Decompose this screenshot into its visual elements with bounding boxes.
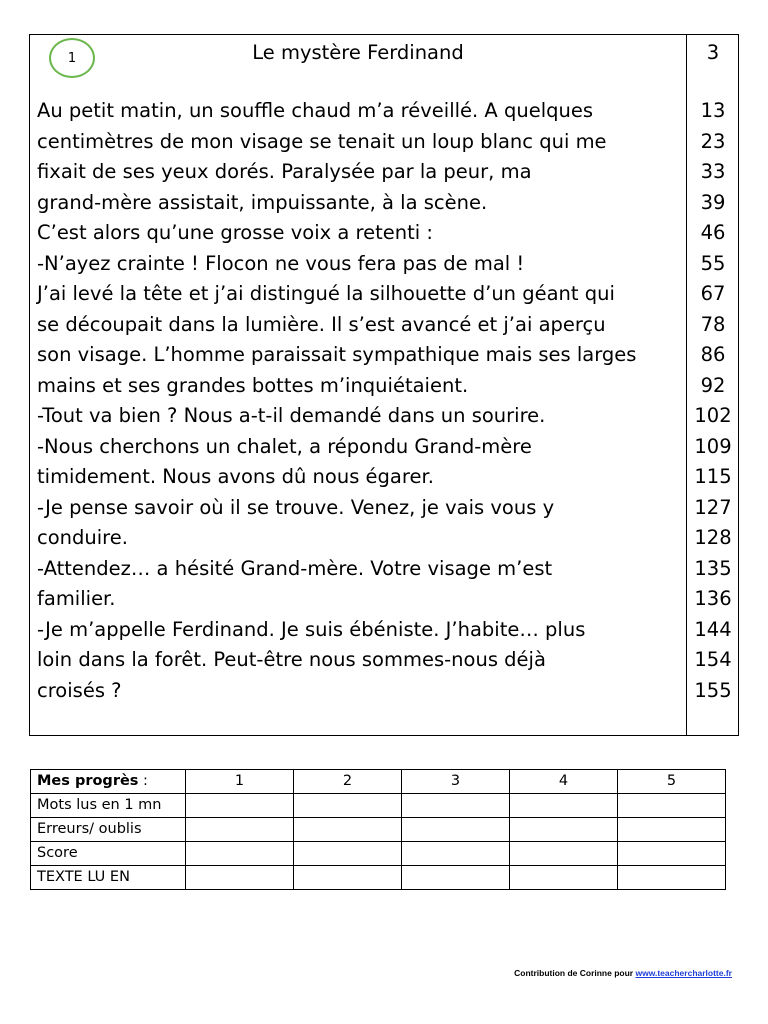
progress-entry-cell[interactable] <box>618 866 726 890</box>
text-line: -Je m’appelle Ferdinand. Je suis ébéniste. J’habite… plus <box>37 617 586 641</box>
text-line: timidement. Nous avons dû nous égarer. <box>37 465 434 488</box>
progress-entry-cell[interactable] <box>402 818 510 842</box>
progress-row-label: Mots lus en 1 mn <box>31 794 186 818</box>
progress-entry-cell[interactable] <box>294 794 402 818</box>
progress-entry-cell[interactable] <box>186 794 294 818</box>
reading-text-box <box>29 34 739 736</box>
progress-row <box>31 842 726 866</box>
progress-entry-cell[interactable] <box>402 794 510 818</box>
progress-header-row <box>31 770 726 794</box>
progress-row-label: Erreurs/ oublis <box>31 818 186 842</box>
word-count: 109 <box>694 434 732 458</box>
text-line: familier. <box>37 587 116 610</box>
text-line: -Nous cherchons un chalet, a répondu Grand-mère <box>37 434 532 458</box>
text-line: -Tout va bien ? Nous a-t-il demandé dans un sourire. <box>37 404 546 427</box>
progress-entry-cell[interactable] <box>402 866 510 890</box>
text-line: C’est alors qu’une grosse voix a retenti : <box>37 221 433 244</box>
progress-header-cell <box>31 770 186 794</box>
progress-entry-cell[interactable] <box>618 842 726 866</box>
text-line: fixait de ses yeux dorés. Paralysée par la peur, ma <box>37 160 532 183</box>
progress-entry-cell[interactable] <box>510 842 618 866</box>
text-line: -Je pense savoir où il se trouve. Venez, je vais vous y <box>37 495 555 519</box>
footer-credit <box>514 968 732 978</box>
word-count: 144 <box>694 617 732 641</box>
text-line: son visage. L’homme paraissait sympathique mais ses larges <box>37 343 637 366</box>
word-count: 135 <box>694 556 732 580</box>
progress-row-label: Score <box>31 842 186 866</box>
word-count: 155 <box>694 678 732 702</box>
text-line: J’ai levé la tête et j’ai distingué la silhouette d’un géant qui <box>37 282 615 305</box>
progress-entry-cell[interactable] <box>186 818 294 842</box>
word-count: 86 <box>700 343 726 366</box>
title-word-count: 3 <box>706 41 720 64</box>
text-number: 1 <box>67 50 77 66</box>
word-count: 13 <box>700 99 726 122</box>
text-line: grand-mère assistait, impuissante, à la scène. <box>37 190 488 214</box>
progress-row-label: TEXTE LU EN <box>31 866 186 890</box>
word-count: 55 <box>700 251 726 275</box>
progress-entry-cell[interactable] <box>510 818 618 842</box>
progress-table <box>30 769 726 890</box>
progress-entry-cell[interactable] <box>294 842 402 866</box>
attempt-column-header: 4 <box>510 770 618 794</box>
text-line: -Attendez… a hésité Grand-mère. Votre visage m’est <box>37 556 553 580</box>
word-counts <box>687 96 739 706</box>
progress-row <box>31 866 726 890</box>
text-line: -N’ayez crainte ! Flocon ne vous fera pas de mal ! <box>37 251 525 275</box>
progress-row <box>31 818 726 842</box>
word-count: 46 <box>700 221 726 244</box>
word-count: 128 <box>694 526 732 549</box>
word-count: 67 <box>700 282 726 305</box>
progress-entry-cell[interactable] <box>510 866 618 890</box>
progress-entry-cell[interactable] <box>618 818 726 842</box>
progress-entry-cell[interactable] <box>294 866 402 890</box>
word-count: 23 <box>700 129 726 153</box>
progress-header-label: Mes progrès <box>37 773 139 789</box>
text-line: mains et ses grandes bottes m’inquiétaient. <box>37 373 469 397</box>
attempt-column-header: 2 <box>294 770 402 794</box>
attempt-column-header: 3 <box>402 770 510 794</box>
text-line: croisés ? <box>37 678 122 702</box>
text-line: conduire. <box>37 526 128 549</box>
progress-entry-cell[interactable] <box>618 794 726 818</box>
attempt-column-header: 5 <box>618 770 726 794</box>
text-line: se découpait dans la lumière. Il s’est avancé et j’ai aperçu <box>37 312 606 336</box>
progress-header-suffix: : <box>138 773 148 789</box>
progress-entry-cell[interactable] <box>186 842 294 866</box>
word-count: 78 <box>700 312 726 336</box>
text-line: Au petit matin, un souffle chaud m’a réveillé. A quelques <box>37 99 594 122</box>
word-count: 33 <box>700 160 726 183</box>
progress-entry-cell[interactable] <box>402 842 510 866</box>
word-count: 92 <box>700 373 726 397</box>
attempt-column-header: 1 <box>186 770 294 794</box>
word-count: 127 <box>694 495 732 519</box>
word-count: 136 <box>694 587 732 610</box>
footer-link[interactable]: www.teachercharlotte.fr <box>635 968 732 978</box>
footer-text: Contribution de Corinne pour <box>514 968 636 978</box>
word-count: 115 <box>694 465 732 488</box>
word-count: 154 <box>694 648 732 671</box>
text-lines <box>37 96 685 706</box>
word-count: 102 <box>694 404 732 427</box>
word-count: 39 <box>700 190 726 214</box>
text-line: loin dans la forêt. Peut-être nous sommes-nous déjà <box>37 648 546 671</box>
progress-entry-cell[interactable] <box>510 794 618 818</box>
progress-entry-cell[interactable] <box>186 866 294 890</box>
text-line: centimètres de mon visage se tenait un loup blanc qui me <box>37 129 607 153</box>
progress-row <box>31 794 726 818</box>
text-title: Le mystère Ferdinand <box>252 41 464 64</box>
progress-entry-cell[interactable] <box>294 818 402 842</box>
